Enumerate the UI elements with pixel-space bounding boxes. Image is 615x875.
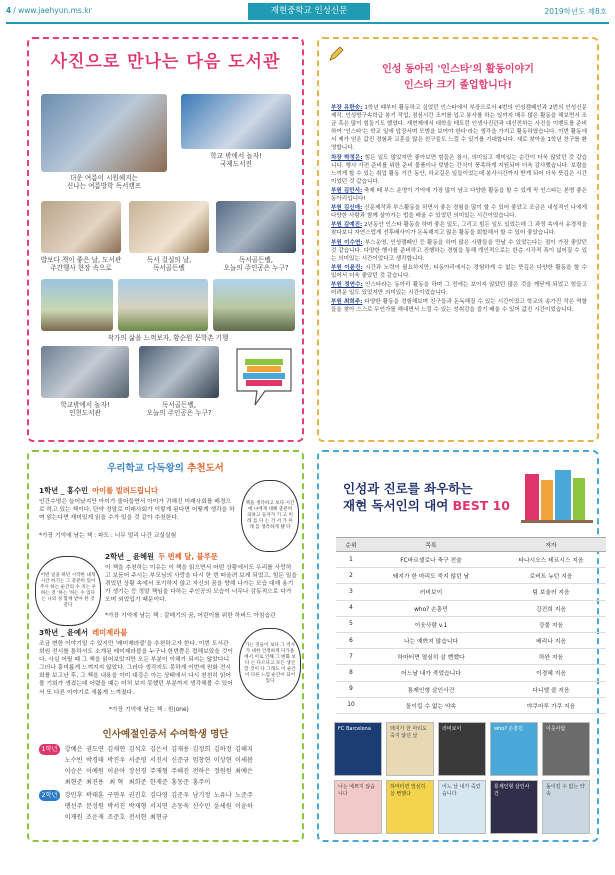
table-row — [336, 600, 606, 616]
recommend-item-2-heading: 2학년 _ 윤혜원 두 번째 달, 블루문 — [105, 552, 218, 561]
author-cell: 야쿠마루 가쿠 지음 — [496, 697, 606, 713]
insta-member-name: 부원 최희주: — [331, 299, 363, 306]
insta-article-panel — [317, 37, 599, 442]
award-student-name: 김새연 — [107, 746, 126, 753]
award-student-name: 박경태 — [85, 757, 104, 764]
award-student-name: 최현준 — [64, 779, 83, 786]
award-student-name: 박재형 — [128, 803, 147, 810]
book-cover: 러비보이 — [438, 722, 486, 776]
insta-paragraph — [331, 104, 587, 153]
award-student-name: 서지연 — [149, 803, 168, 810]
rank-cell: 1 — [336, 552, 366, 568]
award-student-name: 신수민 — [192, 803, 211, 810]
books-stack-illustration — [519, 466, 599, 526]
title-cell: 나는 예쁘지 않습니다 — [366, 632, 496, 648]
photo-caption: 밥보다 책이 좋은 날, 도서관 주간행사 현장 속으로 — [40, 256, 122, 272]
rank-cell: 7 — [336, 649, 366, 665]
photo-reading-camp — [41, 94, 167, 172]
recommend-item-3-text: 조금 변한 이야기일 수 있지만 '레미제라블'을 추천하고자 한다. 이번 도서관 희원 전시를 통하셔도 소개된 레미제라블을 누구나 한번쯤은 접해보았을 것이다. 사실 어릴 때 그 책을 읽어보았지만 오든 부분이 이해가 되지는 않았다니 그러나 흥미롭게 느껴지지 않았다. 그러다 생각지도 못하게 이번에 원화 전시회를 보고난 후, 그 책을 내용을 이미 대강은 아는 상태에서 다시 천천히 읽어볼 기회가 생겼는데 어렸을 때는 미처 보지 못했던 부분까지 생각해볼 수 있어서 또 다른 이야기로 새롭게 느껴졌다. — [39, 641, 233, 696]
book-covers-grid — [334, 722, 594, 837]
book-cover: FC Barcelona — [334, 722, 382, 776]
recommend-item-1-text: 인간수명은 늘어났지만 아이가 줄어들면서 아이가 귀해진 미래사회를 배경으로 하고 있는 책이다. 단약 정말로 미래사회가 이렇게 된다면 어떻게 생각을 하며 읽는다면 재미있게 읽을 수가 있을 것 같아 추천한다. — [39, 499, 235, 522]
book-cover: who? 손흥민 — [490, 722, 538, 776]
insta-member-text: 부스운영, 인성캠페인 등 활동을 하며 많은 사람들을 만날 수 있었는다는 점이 가장 좋았던 것 같습니다. 다양한 행사를 준비하고 진행하는 경험을 통해 개인적으로는 한층 시각적 폭이 넓어질 수 있는 의미있는 시간이었다고 생각합니다. — [331, 239, 588, 262]
title-cell: 어느날 내가 죽었습니다 — [366, 665, 496, 681]
grade2-badge: 2학년 — [39, 790, 60, 801]
award-student-name: 문성원 — [85, 803, 104, 810]
insta-member-name: 부원 김예진: — [331, 222, 363, 229]
insta-member-text: 2년동안 인스타 활동을 하며 좋은 일도, 그리고 힘든 일도 있었는데 그 과정 속에서 유경적을 찾다보니 자연스럽게 선후배사이가 돈독해지고 많은 활동을 회합해서 할 수 있어 좋았습니다. — [331, 222, 588, 237]
photo-panel — [27, 37, 304, 442]
photo-caption: 학교 밖에서 놀자! 국제도서전 — [210, 152, 262, 168]
best10-table — [336, 537, 606, 714]
insta-member-name: 부원 이윤진: — [331, 264, 363, 271]
awards-grade1-list — [63, 744, 259, 788]
award-student-name: 김석호 — [128, 746, 147, 753]
rank-cell: 3 — [336, 584, 366, 600]
author-cell: 하완 지음 — [496, 649, 606, 665]
recommend-item-2-text: 이 책을 추천하는 이유는 이 책을 읽으면서 어떤 상황에서도 우리를 사랑하고 보듬어 주시는 부모님의 사랑을 다시 한 번 떠올려 보게 되었고, 힘든 일을 겪었던 상황 속에서 포기하지 않고 자신의 꿈을 향해 나가는 모습 대해 용기가 생기는 등 정말 책임을 다하는 주인공의 모습이 너무나 감동적으로 다가오며 외었입기 때문이다. — [105, 565, 297, 604]
insta-paragraph — [331, 264, 587, 280]
award-student-name: 손동욱 — [171, 803, 190, 810]
award-student-name: 김준우 — [171, 792, 190, 799]
award-student-name: 윤세원 — [213, 803, 232, 810]
author-cell: 이경혜 지음 — [496, 665, 606, 681]
col-title: 목록 — [366, 538, 496, 552]
insta-paragraph — [331, 204, 587, 220]
author-cell: 배리나 지음 — [496, 632, 606, 648]
insta-paragraph — [331, 221, 587, 237]
table-row — [336, 552, 606, 568]
photo-golden-bell-3 — [139, 346, 219, 398]
insta-member-text: 신문제작과 부스활동을 하면서 좋은 경험을 많이 할 수 있어 좋았고 조금은 내성적인 나에게 다양한 사람과 함께 살아가는 법을 배울 수 있었던 의미있는 시간이었습니다. — [331, 205, 587, 220]
title-cell: 돼지가 한 마리도 죽지 않던 날 — [366, 568, 496, 584]
insta-member-name: 부장 유한승: — [331, 105, 363, 111]
author-cell: 다니엘 콜 지음 — [496, 681, 606, 697]
title-cell: 러비보이 — [366, 584, 496, 600]
table-row — [336, 616, 606, 632]
book-cover: 어느 날 내가 죽었습니다 — [438, 780, 486, 834]
pencil-icon — [327, 45, 345, 63]
award-student-name: 이예원 — [85, 768, 104, 775]
book-cover: 하마터면 열심히 살 뻔했다 — [386, 780, 434, 834]
title-cell: FC바르셀로나 축구 전술 — [366, 552, 496, 568]
insta-member-text: 힘든 일도 많았지만 좋아보면 힘들은 참시, 의미있고 재미있는 순간이 더욱 많았던 것 같습니다. 행사 사전 준비를 위한 준비 물품이나 텃밭는 간식이 풍족하게 지원되어 더욱 감사했습니다. 보람을 느끼게 할 수 있는 취업 활동 기간 동안, 하교길은 일들이었는데 봉사시간까지 받게 되어 더욱 뜻깊은 시간이었던 것 같습니다. — [331, 154, 588, 185]
award-student-name: 김은서 — [149, 746, 168, 753]
recommend-item-1-bubble: 책을 생각하고 보다 시간에 나에게 대해 충분히 의하고 들자가 기 고 미래 를 다 는 거 서 가 미래 를 생각하게 됐 다 — [241, 480, 299, 552]
issue-label: 2019학년도 제8호 — [544, 7, 607, 16]
photo-section-title: 사진으로 만나는 다음 도서관 — [50, 52, 281, 72]
insta-member-text: 시간과 노력이 필요하지만, 티동아리에서는 경험하게 수 없는 뜻깊은 다양한 활동을 할 수 있어서 더욱 좋았던 것 같습니다. — [331, 264, 588, 279]
award-student-name: 조운재 — [85, 814, 104, 821]
book-cover: 통제인형 살인사건 — [490, 780, 538, 834]
award-student-name: 이재원 — [64, 814, 83, 821]
table-row — [336, 665, 606, 681]
insta-member-name: 부원 김민서: — [331, 187, 363, 194]
photo-caption: 더운 여름이 시원해지는 신나는 여름방학 독서캠프 — [66, 174, 142, 190]
author-cell: 강진희 지음 — [496, 600, 606, 616]
recommend-item-2-bubble: 어떤 일을 하던 시작한 내게 시간 하기는 그 충분히 있어 주시 하는 순간의 수 지는 우 하는 것 '하는 '하는 수 있다 는 나의 경 함께 받아 한 것 같다 — [35, 556, 101, 626]
table-row — [336, 632, 606, 648]
insta-member-text: 인스타라는 동아리 활동을 하며 그 전에는 보이지 않았던 많은 것을 깨닫게 되었고 힘들고 어려운 일도 있었지만 의미있는 시간이었습니다. — [331, 281, 588, 297]
photo-caption: 작가의 삶을 느껴보자, 황순원 문학촌 기행 — [107, 334, 229, 342]
award-student-name: 이상현 — [213, 757, 232, 764]
recommend-item-1-note: *가장 기억에 남는 책 : 파도 : 너무 멀리 나간 교실실험 — [39, 533, 177, 539]
insta-paragraph — [331, 281, 587, 297]
awards-title: 인사예절인증서 수여학생 명단 — [102, 729, 229, 740]
award-student-name: 한재준 — [149, 779, 168, 786]
table-row — [336, 584, 606, 600]
award-student-name: 최진용 — [85, 779, 104, 786]
award-student-name: 김재용 — [171, 746, 190, 753]
rank-cell: 8 — [336, 665, 366, 681]
award-student-name: 노수빈 — [64, 757, 83, 764]
recommend-item-3-heading: 3학년 _ 윤예서 레미제라블 — [39, 628, 128, 637]
award-student-name: 정원원 — [213, 768, 232, 775]
awards-grade2-list — [63, 790, 259, 823]
photo-literary-village-3 — [213, 279, 295, 331]
award-student-name: 강민후 — [64, 792, 83, 799]
award-student-name: 전서현 — [128, 814, 147, 821]
award-student-name: 전하은 — [192, 768, 211, 775]
insta-paragraph — [331, 239, 587, 263]
award-student-name: 이승은 — [64, 768, 83, 775]
book-cover: 나는 예쁘지 않습니다 — [334, 780, 382, 834]
award-student-name: 최 혁 — [109, 779, 124, 786]
award-student-name: 서준영 — [128, 757, 147, 764]
recommend-item-1-heading: 1학년 _ 홍수민 아이를 빌려드립니다 — [39, 486, 159, 495]
title-cell: 통제인형 살인사건 — [366, 681, 496, 697]
recommend-item-3-note: *가장 기억에 남는 책 : 원(one) — [109, 707, 189, 713]
insta-member-text: 축제 때 부스 운영이 기억에 가장 많이 남고 다양한 활동을 할 수 있게 꼭 인스타는 본명 좋은 동아리입니다! — [331, 187, 588, 203]
award-student-name: 이윤아 — [107, 768, 126, 775]
award-student-name: 최희준 — [128, 779, 147, 786]
page-number-site: 4 / www.jaehyun.ms.kr — [6, 6, 92, 15]
table-row — [336, 681, 606, 697]
insta-member-text: 다양한 활동을 경험해보며 친구들과 돈독해질 수 있는 시간이었고 학교의 송가진 작은 역할들을 찾아 스스로 무언가를 해내면서 느낄 수 있는 성취감을 즐기 배울 수 있어 값진 시간이었습니다. — [331, 299, 588, 314]
title-cell: 하마터면 열심히 살 뻔했다 — [366, 649, 496, 665]
photo-caption: 독서골든벨, 오늘의 주인공은 누구? — [223, 256, 289, 272]
title-cell: 이웃사람 v.1 — [366, 616, 496, 632]
insta-article-body — [331, 104, 587, 315]
col-rank: 순위 — [336, 538, 366, 552]
rank-cell: 2 — [336, 568, 366, 584]
author-cell: 타나시오스 테르시스 지음 — [496, 552, 606, 568]
photo-library-week — [41, 201, 121, 253]
header-rule — [6, 22, 609, 24]
grade1-badge: 1학년 — [39, 744, 60, 755]
award-student-name: 남기정 — [192, 792, 211, 799]
author-cell: 로버트 뉴턴 지음 — [496, 568, 606, 584]
award-student-name: 김다영 — [149, 792, 168, 799]
books-speech-bubble-illustration — [229, 341, 299, 417]
author-cell: 팀 보울러 지음 — [496, 584, 606, 600]
photo-caption: 독서골든벨, 오늘의 주인공은 누구? — [146, 401, 212, 417]
award-student-name: 이윤하 — [235, 803, 253, 810]
insta-paragraph — [331, 154, 587, 186]
photo-golden-bell-1 — [129, 201, 209, 253]
insta-title-line1: 인성 동아리 '인스타'의 활동이야기 — [382, 64, 534, 75]
insta-paragraph — [331, 187, 587, 203]
insta-member-name: 차장 박정은: — [331, 154, 363, 161]
award-student-name: 박서진 — [107, 803, 126, 810]
insta-member-name: 부원 김신애: — [331, 205, 363, 212]
title-cell: 돌이킬 수 없는 약속 — [366, 697, 496, 713]
book-cover: 돼지가 한 마리도 죽지 않던 날 — [386, 722, 434, 776]
title-cell: who? 손흥민 — [366, 600, 496, 616]
insta-paragraph — [331, 298, 587, 314]
book-cover: 돌이킬 수 없는 약속 — [542, 780, 590, 834]
rank-cell: 10 — [336, 697, 366, 713]
award-student-name: 강예은 — [64, 746, 83, 753]
award-student-name: 홍동준 — [171, 779, 190, 786]
rank-cell: 6 — [336, 632, 366, 648]
paper-title: 재현중학교 인성신문 — [248, 3, 370, 20]
photo-golden-bell-2 — [216, 201, 296, 253]
author-cell: 강풀 지음 — [496, 616, 606, 632]
recommend-item-3-bubble: 가는 것들이 보다 그 역사가 대한 인정하게 다가올 에서 이로 인해 그 변화 보다 는 다르다고 모든 생산 할 것이 다 그래도 이 순간이 다른 느낌 순간이 되어 있다 — [239, 628, 301, 700]
award-student-name: 박진우 — [107, 757, 126, 764]
photo-book-fair — [181, 94, 291, 149]
best10-panel — [317, 450, 599, 842]
site-url[interactable]: www.jaehyun.ms.kr — [18, 6, 92, 15]
insta-member-name: 부원 이수연: — [331, 239, 363, 246]
award-student-name: 조준호 — [107, 814, 126, 821]
award-student-name: 장선경 — [128, 768, 147, 775]
photo-incheon-library — [41, 346, 129, 398]
award-student-name: 엄창현 — [192, 757, 211, 764]
page-header — [0, 0, 615, 24]
table-row — [336, 697, 606, 713]
photo-literary-village-1 — [41, 279, 113, 331]
table-row — [336, 649, 606, 665]
rank-cell: 5 — [336, 616, 366, 632]
award-student-name: 김하정 — [213, 746, 232, 753]
book-cover: 이웃사람 — [542, 722, 590, 776]
photo-caption: 독서 걸설의 날, 독서골든벨 — [146, 256, 192, 272]
insta-member-name: 부원 정연수: — [331, 281, 363, 288]
photo-literary-village-2 — [118, 279, 208, 331]
award-student-name: 최예은 — [235, 768, 253, 775]
col-author: 저자 — [496, 538, 606, 552]
award-student-name: 맹선주 — [64, 803, 83, 810]
recommend-panel — [27, 450, 304, 842]
award-student-name: 노유나 — [213, 792, 232, 799]
award-student-name: 이새봄 — [235, 757, 253, 764]
recommend-title: 우리학교 다독왕의 추천도서 — [107, 463, 224, 474]
award-student-name: 홍주이 — [192, 779, 211, 786]
award-student-name: 김해지 — [235, 746, 253, 753]
award-student-name: 곽태훈 — [85, 792, 104, 799]
award-student-name: 구연우 — [107, 792, 126, 799]
award-student-name: 주해진 — [171, 768, 190, 775]
insta-title-line2: 인스타 크기 졸업합니다! — [403, 80, 513, 91]
table-row — [336, 568, 606, 584]
best10-title: 인성과 진로를 좌우하는 재현 독서인의 대여 BEST 10 — [343, 481, 510, 513]
award-student-name: 김정희 — [192, 746, 211, 753]
award-student-name: 신준규 — [171, 757, 190, 764]
rank-cell: 4 — [336, 600, 366, 616]
award-student-name: 주재형 — [149, 768, 168, 775]
recommend-item-2-note: *가장 기억에 남는 책 : 갈매기의 꿈, 어린이를 위한 하버드 아침습관 — [105, 613, 276, 619]
award-student-name: 서진서 — [149, 757, 168, 764]
award-student-name: 권진호 — [128, 792, 147, 799]
rank-cell: 9 — [336, 681, 366, 697]
award-student-name: 최현규 — [149, 814, 168, 821]
award-student-name: 권도연 — [85, 746, 104, 753]
photo-caption: 학교밖에서 놀자! 인천도서관 — [60, 401, 110, 417]
insta-member-text: 1학년 때부터 활동하고 싶었던 인스타에서 부장으로서 4번의 인성캠페인과 2번의 인성신문 제작, 인성방구속학급 봉기 작업, 점심시간 조끼를 입고 봉사를 하는 일까지 매우 많은 활동을 해보면서 조금 혹은 많이 힘들기도 했었다. 재현제에서 대학을 테트런 인생사진관과 대신전하는 사진을 이벤트를 준비하여 '인스타'는 학교 일에 앞장서며 모범을 보여야 한다'라는 생각을 가지고 활동하였습니다. 이번 활동에서 제가 얻은 값진 경험과 교훈을 많은 친구들도 느낄 수 있기를 기대합니다. 새로 찾아올 1학년 친구를 환영합니다. — [331, 105, 588, 152]
award-student-name: 노준주 — [235, 792, 253, 799]
